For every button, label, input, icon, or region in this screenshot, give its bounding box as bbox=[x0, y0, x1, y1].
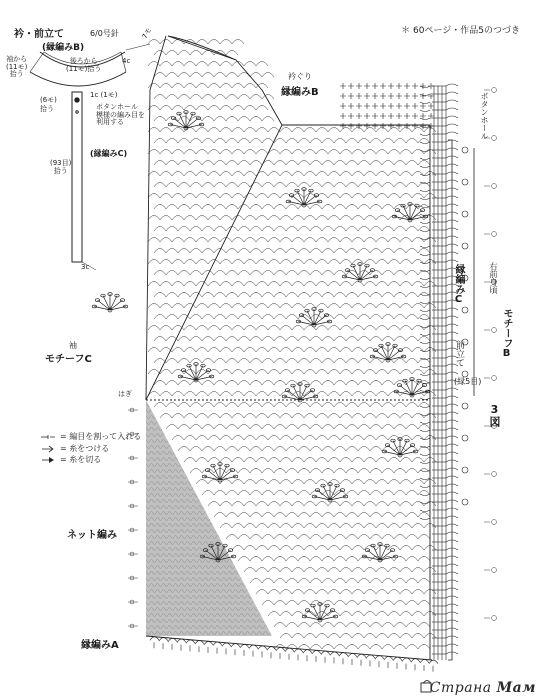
border-b-label: 縁編みB bbox=[281, 87, 319, 98]
flower-motifs bbox=[92, 111, 430, 622]
inset-needle: 6/0号針 bbox=[90, 29, 119, 38]
inset-six-mo: (6モ) bbox=[40, 96, 57, 104]
watermark-part2: Мам bbox=[496, 680, 536, 696]
border-a-label: 縁編みA bbox=[81, 640, 119, 651]
attach-yarn-icon bbox=[40, 445, 56, 453]
page-note: ＊ 60ページ・作品5のつづき bbox=[401, 26, 520, 36]
net-stitch-shaded-area bbox=[146, 400, 272, 636]
inset-sleeve-pick: 袖から (11モ) 拾う bbox=[6, 55, 28, 79]
seam-label: はぎ bbox=[118, 390, 132, 398]
motif-b-label: モチーフB bbox=[501, 308, 512, 359]
legend-item-split bbox=[40, 431, 141, 442]
legend-label-split: = 編目を割って入れる bbox=[60, 432, 142, 441]
legend-item-attach bbox=[40, 443, 109, 454]
figure-number: 3図 bbox=[488, 403, 501, 427]
inset-border-c: (縁編みC) bbox=[90, 149, 128, 158]
net-stitch-label: ネット編み bbox=[67, 530, 117, 541]
dimension-bracket bbox=[448, 140, 474, 660]
buttonhole-label: ボタンホール bbox=[480, 92, 489, 140]
legend-label-attach: = 糸をつける bbox=[60, 444, 110, 453]
front-band-label: 前立て bbox=[454, 340, 464, 367]
watermark-part1: Страна bbox=[429, 680, 492, 696]
cut-yarn-icon bbox=[40, 456, 56, 464]
bottom-border-stitches bbox=[150, 637, 438, 672]
right-front-label: 右前身頃 bbox=[489, 262, 498, 294]
border-c-label: 縁編みC bbox=[453, 264, 464, 305]
stitch-count-label: (縁5目) bbox=[454, 377, 482, 386]
sleeve-label: 袖 bbox=[69, 341, 77, 350]
inset-three-c: 3c bbox=[81, 263, 90, 271]
inset-back-pick: 後ろから (11モ)拾う bbox=[66, 57, 102, 73]
collar-border-stitches bbox=[340, 83, 434, 129]
inset-border-b: (縁編みB) bbox=[42, 43, 85, 53]
split-stitch-icon bbox=[40, 433, 56, 441]
legend-item-cut bbox=[40, 454, 101, 465]
inset-one-c: 1c (1モ) bbox=[90, 91, 118, 99]
motif-c-label: モチーフC bbox=[45, 354, 92, 365]
inset-ninety-three: (93目) 拾う bbox=[50, 159, 72, 175]
inset-pick: 拾う bbox=[40, 105, 54, 113]
collar-line-label: 衿ぐり bbox=[288, 72, 312, 81]
inset-measure-4c: 4c bbox=[122, 57, 131, 65]
front-band-stitches bbox=[420, 84, 468, 660]
legend-label-cut: = 糸を切る bbox=[60, 455, 102, 464]
inset-title: 衿・前立て bbox=[14, 29, 64, 40]
inset-measure-7mo: 7モ bbox=[140, 26, 154, 41]
watermark bbox=[430, 680, 536, 696]
inset-buttonhole: ボタンホール 模様の編み目を 利用する bbox=[96, 103, 145, 127]
